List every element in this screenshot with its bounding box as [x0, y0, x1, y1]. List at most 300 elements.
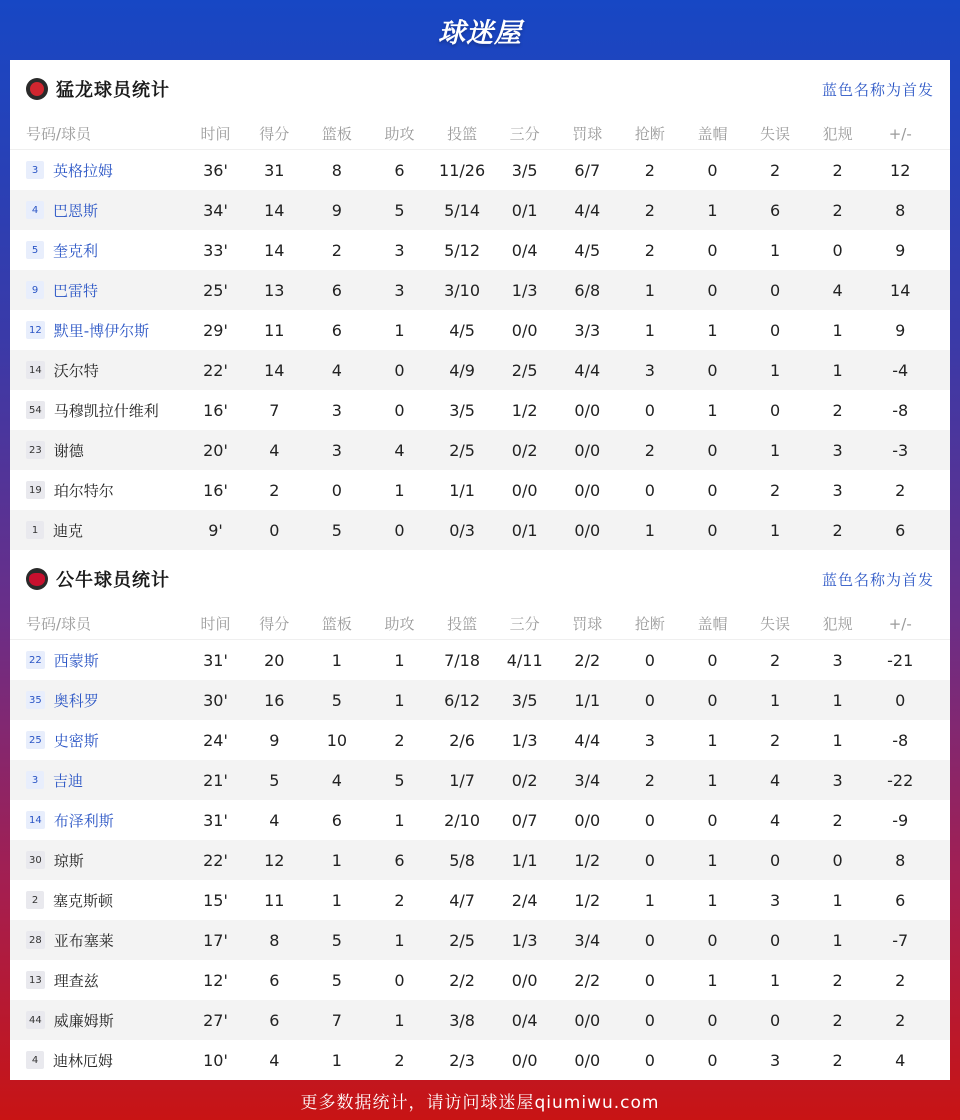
minutes-cell: 36': [203, 160, 228, 180]
player-name: 迪克: [53, 521, 84, 540]
minutes-cell: 31': [203, 810, 228, 830]
table-header: [10, 608, 950, 640]
fg-cell: 0/3: [449, 520, 475, 540]
table-header: [10, 118, 950, 150]
turnovers-cell: 0: [769, 400, 781, 420]
jersey-number-badge: 1: [26, 521, 44, 539]
player-cell: [10, 770, 186, 791]
3pt-cell: 4/11: [506, 650, 543, 670]
assists-cell: 1: [394, 320, 405, 340]
fg-cell: 4/5: [449, 320, 475, 340]
steals-cell: 2: [644, 440, 655, 460]
starter-note: 蓝色名称为首发: [821, 80, 934, 99]
blocks-cell: 0: [707, 160, 718, 180]
jersey-number-badge: 3: [26, 161, 44, 179]
ft-cell: 4/4: [574, 730, 601, 750]
player-cell: [10, 400, 186, 421]
header-col-plusminus: +/-: [888, 124, 912, 143]
jersey-number-badge: 3: [26, 771, 44, 789]
fouls-cell: 1: [832, 930, 843, 950]
player-cell: [10, 160, 186, 181]
player-name: 英格拉姆: [53, 161, 114, 180]
jersey-number-badge: 4: [26, 1051, 44, 1069]
fouls-cell: 2: [832, 160, 843, 180]
3pt-cell: 1/2: [511, 400, 538, 420]
minutes-cell: 27': [203, 1010, 228, 1030]
ft-cell: 3/4: [574, 770, 601, 790]
player-name: 西蒙斯: [53, 651, 99, 670]
points-cell: 0: [269, 520, 280, 540]
ft-cell: 2/2: [574, 970, 601, 990]
fg-cell: 2/2: [449, 970, 475, 990]
rebounds-cell: 7: [331, 1010, 342, 1030]
player-name: 威廉姆斯: [53, 1011, 114, 1030]
assists-cell: 6: [394, 850, 405, 870]
blocks-cell: 0: [707, 280, 718, 300]
turnovers-cell: 4: [769, 770, 781, 790]
rebounds-cell: 6: [331, 320, 342, 340]
3pt-cell: 0/4: [511, 240, 538, 260]
rebounds-cell: 2: [331, 240, 342, 260]
rebounds-cell: 8: [331, 160, 342, 180]
fg-cell: 1/7: [449, 770, 475, 790]
steals-cell: 0: [644, 970, 655, 990]
steals-cell: 1: [644, 320, 655, 340]
points-cell: 5: [269, 770, 280, 790]
ft-cell: 6/8: [574, 280, 601, 300]
assists-cell: 2: [394, 730, 405, 750]
plusminus-cell: -22: [887, 770, 914, 790]
minutes-cell: 29': [203, 320, 228, 340]
ft-cell: 0/0: [574, 810, 601, 830]
blocks-cell: 1: [707, 400, 718, 420]
header-col-assists: 助攻: [384, 615, 415, 633]
ft-cell: 0/0: [574, 1010, 601, 1030]
blocks-cell: 0: [707, 520, 718, 540]
player-cell: [10, 320, 186, 341]
minutes-cell: 25': [203, 280, 228, 300]
plusminus-cell: 14: [890, 280, 911, 300]
table-row: [10, 800, 950, 840]
jersey-number-badge: 23: [26, 441, 45, 459]
fouls-cell: 1: [832, 320, 843, 340]
player-name: 吉迪: [53, 771, 84, 790]
header-col-fg: 投篮: [447, 615, 478, 633]
steals-cell: 0: [644, 650, 655, 670]
steals-cell: 0: [644, 400, 655, 420]
player-name: 布泽利斯: [53, 811, 114, 830]
footer-text: 更多数据统计，请访问球迷屋qiumiwu.com: [300, 1092, 660, 1113]
assists-cell: 1: [394, 480, 405, 500]
points-cell: 9: [269, 730, 280, 750]
ft-cell: 3/4: [574, 930, 601, 950]
fouls-cell: 3: [832, 650, 843, 670]
team-section-raptors: [10, 60, 950, 550]
rebounds-cell: 5: [331, 930, 342, 950]
assists-cell: 2: [394, 890, 405, 910]
fouls-cell: 2: [832, 200, 843, 220]
jersey-number-badge: 13: [26, 971, 45, 989]
section-title-group: [26, 566, 170, 592]
plusminus-cell: 8: [895, 200, 906, 220]
fouls-cell: 1: [832, 890, 843, 910]
minutes-cell: 24': [203, 730, 228, 750]
raptors-logo-icon: [26, 78, 48, 100]
turnovers-cell: 0: [769, 930, 781, 950]
plusminus-cell: 2: [895, 970, 906, 990]
ft-cell: 4/4: [574, 360, 601, 380]
minutes-cell: 12': [203, 970, 228, 990]
rebounds-cell: 0: [331, 480, 342, 500]
table-row: [10, 1000, 950, 1040]
player-name: 奥科罗: [53, 691, 99, 710]
table-row: [10, 150, 950, 190]
plusminus-cell: -8: [892, 730, 909, 750]
plusminus-cell: 6: [895, 890, 906, 910]
header-col-plusminus: +/-: [888, 614, 912, 633]
fouls-cell: 0: [832, 850, 843, 870]
player-cell: [10, 890, 186, 911]
assists-cell: 1: [394, 810, 405, 830]
footer-banner: [0, 1080, 960, 1120]
player-cell: [10, 360, 186, 381]
table-row: [10, 720, 950, 760]
header-col-fouls: 犯规: [822, 125, 853, 143]
fouls-cell: 2: [832, 970, 843, 990]
assists-cell: 0: [394, 520, 405, 540]
player-name: 奎克利: [53, 241, 99, 260]
table-row: [10, 270, 950, 310]
rebounds-cell: 3: [331, 400, 342, 420]
assists-cell: 0: [394, 400, 405, 420]
player-cell: [10, 480, 186, 501]
3pt-cell: 0/7: [511, 810, 538, 830]
blocks-cell: 0: [707, 1050, 718, 1070]
turnovers-cell: 2: [769, 160, 781, 180]
jersey-number-badge: 35: [26, 691, 45, 709]
3pt-cell: 1/3: [511, 280, 538, 300]
points-cell: 4: [269, 810, 280, 830]
bulls-logo-icon: [26, 568, 48, 590]
player-name: 塞克斯顿: [53, 891, 114, 910]
blocks-cell: 1: [707, 200, 718, 220]
3pt-cell: 1/1: [511, 850, 538, 870]
minutes-cell: 16': [203, 480, 228, 500]
rebounds-cell: 5: [331, 970, 342, 990]
assists-cell: 1: [394, 690, 405, 710]
fouls-cell: 2: [832, 1010, 843, 1030]
3pt-cell: 0/1: [511, 200, 538, 220]
points-cell: 14: [264, 200, 285, 220]
steals-cell: 1: [644, 280, 655, 300]
minutes-cell: 33': [203, 240, 228, 260]
blocks-cell: 0: [707, 650, 718, 670]
header-player: 号码/球员: [26, 615, 92, 633]
steals-cell: 0: [644, 810, 655, 830]
player-name: 谢德: [53, 441, 84, 460]
fouls-cell: 3: [832, 770, 843, 790]
header-col-blocks: 盖帽: [697, 125, 728, 143]
rebounds-cell: 4: [331, 360, 342, 380]
brand-header: [0, 0, 960, 60]
steals-cell: 0: [644, 480, 655, 500]
player-cell: [10, 1050, 186, 1071]
assists-cell: 4: [394, 440, 405, 460]
turnovers-cell: 1: [769, 440, 781, 460]
ft-cell: 0/0: [574, 480, 601, 500]
table-row: [10, 230, 950, 270]
player-name: 巴雷特: [53, 281, 99, 300]
rebounds-cell: 1: [331, 1050, 342, 1070]
plusminus-cell: -7: [892, 930, 909, 950]
jersey-number-badge: 14: [26, 361, 45, 379]
minutes-cell: 30': [203, 690, 228, 710]
minutes-cell: 10': [203, 1050, 228, 1070]
turnovers-cell: 3: [769, 890, 781, 910]
rebounds-cell: 1: [331, 890, 342, 910]
points-cell: 14: [264, 360, 285, 380]
header-col-steals: 抢断: [634, 125, 665, 143]
assists-cell: 0: [394, 970, 405, 990]
table-row: [10, 310, 950, 350]
fouls-cell: 3: [832, 480, 843, 500]
jersey-number-badge: 22: [26, 651, 45, 669]
points-cell: 16: [264, 690, 285, 710]
turnovers-cell: 1: [769, 520, 781, 540]
rebounds-cell: 6: [331, 810, 342, 830]
fg-cell: 5/14: [444, 200, 481, 220]
points-cell: 13: [264, 280, 285, 300]
points-cell: 6: [269, 970, 280, 990]
player-cell: [10, 650, 186, 671]
table-row: [10, 640, 950, 680]
fouls-cell: 2: [832, 810, 843, 830]
player-name: 迪林厄姆: [53, 1051, 114, 1070]
jersey-number-badge: 4: [26, 201, 44, 219]
points-cell: 7: [269, 400, 280, 420]
team-section-bulls: [10, 550, 950, 1080]
rebounds-cell: 4: [331, 770, 342, 790]
turnovers-cell: 0: [769, 280, 781, 300]
3pt-cell: 2/5: [511, 360, 538, 380]
player-name: 亚布塞莱: [53, 931, 114, 950]
steals-cell: 1: [644, 520, 655, 540]
brand-logo: 球迷屋: [438, 17, 522, 49]
minutes-cell: 22': [203, 850, 228, 870]
turnovers-cell: 1: [769, 970, 781, 990]
player-cell: [10, 440, 186, 461]
assists-cell: 5: [394, 770, 405, 790]
points-cell: 12: [264, 850, 285, 870]
player-name: 史密斯: [53, 731, 99, 750]
header-col-rebounds: 篮板: [321, 125, 352, 143]
ft-cell: 4/4: [574, 200, 601, 220]
assists-cell: 0: [394, 360, 405, 380]
blocks-cell: 1: [707, 730, 718, 750]
header-col-ft: 罚球: [572, 125, 603, 143]
steals-cell: 1: [644, 890, 655, 910]
ft-cell: 2/2: [574, 650, 601, 670]
fg-cell: 3/10: [444, 280, 481, 300]
player-name: 理查兹: [53, 971, 99, 990]
header-col-steals: 抢断: [634, 615, 665, 633]
header-col-points: 得分: [259, 125, 290, 143]
minutes-cell: 31': [203, 650, 228, 670]
ft-cell: 0/0: [574, 520, 601, 540]
player-cell: [10, 240, 186, 261]
player-name: 默里-博伊尔斯: [53, 321, 150, 340]
table-row: [10, 920, 950, 960]
assists-cell: 3: [394, 280, 405, 300]
table-row: [10, 430, 950, 470]
turnovers-cell: 4: [769, 810, 781, 830]
turnovers-cell: 1: [769, 240, 781, 260]
steals-cell: 2: [644, 200, 655, 220]
steals-cell: 0: [644, 930, 655, 950]
plusminus-cell: 4: [895, 1050, 906, 1070]
fouls-cell: 1: [832, 730, 843, 750]
table-row: [10, 760, 950, 800]
ft-cell: 0/0: [574, 1050, 601, 1070]
rebounds-cell: 3: [331, 440, 342, 460]
steals-cell: 0: [644, 690, 655, 710]
player-cell: [10, 730, 186, 751]
blocks-cell: 1: [707, 320, 718, 340]
player-cell: [10, 200, 186, 221]
minutes-cell: 22': [203, 360, 228, 380]
fg-cell: 11/26: [439, 160, 486, 180]
fouls-cell: 2: [832, 1050, 843, 1070]
table-row: [10, 470, 950, 510]
section-header: [10, 60, 950, 118]
fouls-cell: 2: [832, 400, 843, 420]
3pt-cell: 0/4: [511, 1010, 538, 1030]
fg-cell: 1/1: [449, 480, 475, 500]
header-col-blocks: 盖帽: [697, 615, 728, 633]
fg-cell: 2/5: [449, 440, 475, 460]
assists-cell: 3: [394, 240, 405, 260]
table-row: [10, 840, 950, 880]
header-col-fg: 投篮: [447, 125, 478, 143]
table-row: [10, 190, 950, 230]
fg-cell: 3/8: [449, 1010, 475, 1030]
ft-cell: 0/0: [574, 440, 601, 460]
3pt-cell: 0/2: [511, 440, 538, 460]
points-cell: 4: [269, 440, 280, 460]
plusminus-cell: 9: [895, 240, 906, 260]
player-cell: [10, 1010, 186, 1031]
3pt-cell: 0/0: [511, 970, 538, 990]
jersey-number-badge: 25: [26, 731, 45, 749]
header-minutes: 时间: [200, 125, 231, 143]
steals-cell: 2: [644, 160, 655, 180]
starter-note: 蓝色名称为首发: [821, 570, 934, 589]
fg-cell: 4/9: [449, 360, 475, 380]
jersey-number-badge: 30: [26, 851, 45, 869]
plusminus-cell: 2: [895, 480, 906, 500]
jersey-number-badge: 14: [26, 811, 45, 829]
3pt-cell: 0/1: [511, 520, 538, 540]
jersey-number-badge: 28: [26, 931, 45, 949]
table-row: [10, 960, 950, 1000]
blocks-cell: 0: [707, 930, 718, 950]
jersey-number-badge: 5: [26, 241, 44, 259]
3pt-cell: 0/0: [511, 320, 538, 340]
header-col-assists: 助攻: [384, 125, 415, 143]
player-cell: [10, 690, 186, 711]
3pt-cell: 1/3: [511, 730, 538, 750]
plusminus-cell: 9: [895, 320, 906, 340]
header-minutes: 时间: [200, 615, 231, 633]
section-title: 猛龙球员统计: [56, 80, 170, 101]
minutes-cell: 21': [203, 770, 228, 790]
assists-cell: 1: [394, 930, 405, 950]
rebounds-cell: 5: [331, 520, 342, 540]
fg-cell: 2/3: [449, 1050, 475, 1070]
header-col-turnovers: 失误: [760, 615, 791, 633]
rebounds-cell: 1: [331, 850, 342, 870]
jersey-number-badge: 2: [26, 891, 44, 909]
fg-cell: 3/5: [449, 400, 475, 420]
section-title-group: [26, 76, 170, 102]
table-row: [10, 350, 950, 390]
fg-cell: 7/18: [444, 650, 481, 670]
turnovers-cell: 1: [769, 360, 781, 380]
plusminus-cell: -4: [892, 360, 909, 380]
jersey-number-badge: 54: [26, 401, 45, 419]
3pt-cell: 1/3: [511, 930, 538, 950]
section-title: 公牛球员统计: [56, 570, 170, 591]
plusminus-cell: 8: [895, 850, 906, 870]
jersey-number-badge: 9: [26, 281, 44, 299]
points-cell: 31: [264, 160, 285, 180]
steals-cell: 0: [644, 1050, 655, 1070]
3pt-cell: 0/2: [511, 770, 538, 790]
player-cell: [10, 810, 186, 831]
ft-cell: 3/3: [574, 320, 601, 340]
points-cell: 8: [269, 930, 280, 950]
ft-cell: 1/2: [574, 850, 601, 870]
blocks-cell: 0: [707, 440, 718, 460]
header-col-points: 得分: [259, 615, 290, 633]
fouls-cell: 1: [832, 360, 843, 380]
points-cell: 11: [264, 890, 285, 910]
fg-cell: 2/10: [444, 810, 481, 830]
ft-cell: 1/2: [574, 890, 601, 910]
header-col-3pt: 三分: [509, 615, 540, 633]
blocks-cell: 1: [707, 770, 718, 790]
header-col-rebounds: 篮板: [321, 615, 352, 633]
ft-cell: 1/1: [574, 690, 601, 710]
player-rows: [10, 150, 950, 550]
jersey-number-badge: 19: [26, 481, 45, 499]
turnovers-cell: 0: [769, 850, 781, 870]
assists-cell: 1: [394, 650, 405, 670]
blocks-cell: 1: [707, 890, 718, 910]
plusminus-cell: -8: [892, 400, 909, 420]
fg-cell: 6/12: [444, 690, 481, 710]
steals-cell: 3: [644, 730, 655, 750]
blocks-cell: 0: [707, 240, 718, 260]
header-col-fouls: 犯规: [822, 615, 853, 633]
assists-cell: 5: [394, 200, 405, 220]
turnovers-cell: 1: [769, 690, 781, 710]
rebounds-cell: 6: [331, 280, 342, 300]
turnovers-cell: 2: [769, 730, 781, 750]
plusminus-cell: 0: [895, 690, 906, 710]
steals-cell: 3: [644, 360, 655, 380]
player-name: 沃尔特: [53, 361, 99, 380]
